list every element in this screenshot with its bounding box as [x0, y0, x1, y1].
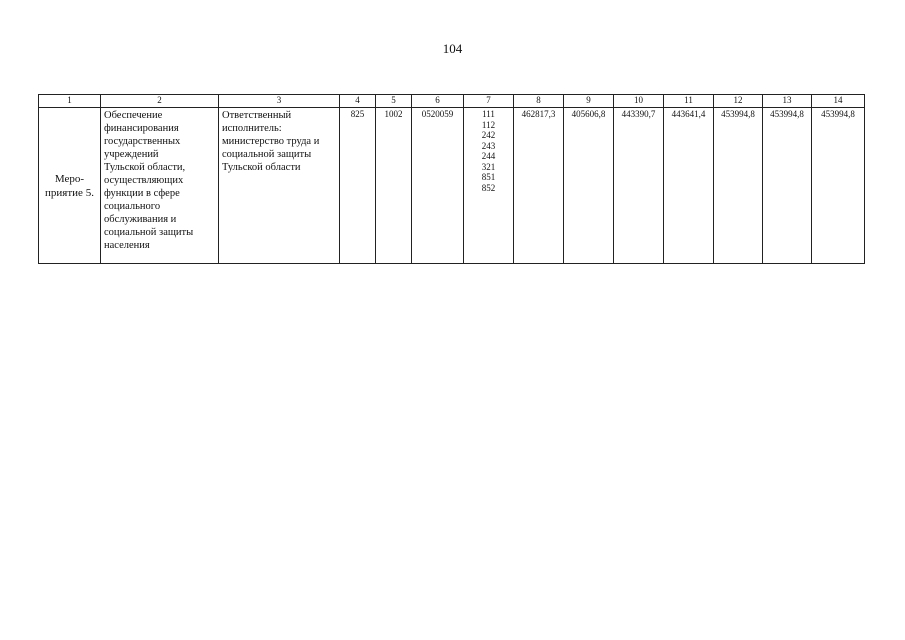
responsible-line: Ответственный [222, 110, 292, 121]
code-item: 852 [481, 182, 496, 193]
description-line: социального [104, 201, 161, 212]
amount-cell-8: 462817,3 [514, 108, 564, 264]
page-number: 104 [442, 41, 463, 56]
code-item: 851 [481, 172, 496, 182]
responsible-line: исполнитель: [222, 123, 282, 134]
description-line: осуществляющих [104, 175, 184, 186]
measure-line: приятие 5. [45, 186, 94, 199]
header-cell-10: 10 [614, 95, 664, 108]
header-cell-5: 5 [376, 95, 412, 108]
header-cell-13: 13 [763, 95, 812, 108]
col4-cell: 825 [340, 108, 376, 264]
header-row [39, 95, 865, 108]
measure-line: Меро- [54, 172, 85, 185]
code-item: 243 [481, 140, 496, 151]
header-cell-11: 11 [664, 95, 714, 108]
header-cell-7: 7 [464, 95, 514, 108]
header-cell-14: 14 [812, 95, 865, 108]
col5-cell: 1002 [376, 108, 412, 264]
header-cell-9: 9 [564, 95, 614, 108]
responsible-cell [219, 108, 340, 264]
responsible-line: министерство труда и [222, 136, 320, 147]
description-line: обслуживания и [104, 214, 177, 225]
measure-cell [39, 108, 101, 264]
amount-cell-12: 453994,8 [714, 108, 763, 264]
description-line: социальной защиты [104, 227, 194, 238]
header-cell-1: 1 [39, 95, 101, 108]
col6-cell: 0520059 [412, 108, 464, 264]
header-cell-4: 4 [340, 95, 376, 108]
col7-codes-cell [464, 108, 514, 264]
description-line: учреждений [104, 149, 159, 160]
amount-cell-9: 405606,8 [564, 108, 614, 264]
description-line: населения [104, 240, 150, 251]
amount-cell-11: 443641,4 [664, 108, 714, 264]
code-item: 112 [481, 119, 496, 130]
header-cell-8: 8 [514, 95, 564, 108]
amount-cell-10: 443390,7 [614, 108, 664, 264]
table-row [39, 108, 865, 264]
code-item: 244 [481, 151, 496, 161]
header-cell-12: 12 [714, 95, 763, 108]
code-item: 321 [481, 161, 496, 172]
amount-cell-14: 453994,8 [812, 108, 865, 264]
code-item: 111 [482, 109, 495, 119]
code-item: 242 [481, 130, 496, 140]
description-line: Тульской области, [104, 162, 186, 173]
amount-cell-13: 453994,8 [763, 108, 812, 264]
header-cell-6: 6 [412, 95, 464, 108]
header-cell-2: 2 [101, 95, 219, 108]
description-line: функции в сфере [104, 188, 180, 199]
description-line: Обеспечение [104, 110, 163, 121]
budget-table [38, 94, 865, 264]
description-line: государственных [104, 136, 181, 147]
responsible-line: социальной защиты [222, 149, 312, 160]
description-line: финансирования [104, 123, 179, 134]
responsible-line: Тульской области [222, 162, 301, 173]
description-cell [101, 108, 219, 264]
header-cell-3: 3 [219, 95, 340, 108]
